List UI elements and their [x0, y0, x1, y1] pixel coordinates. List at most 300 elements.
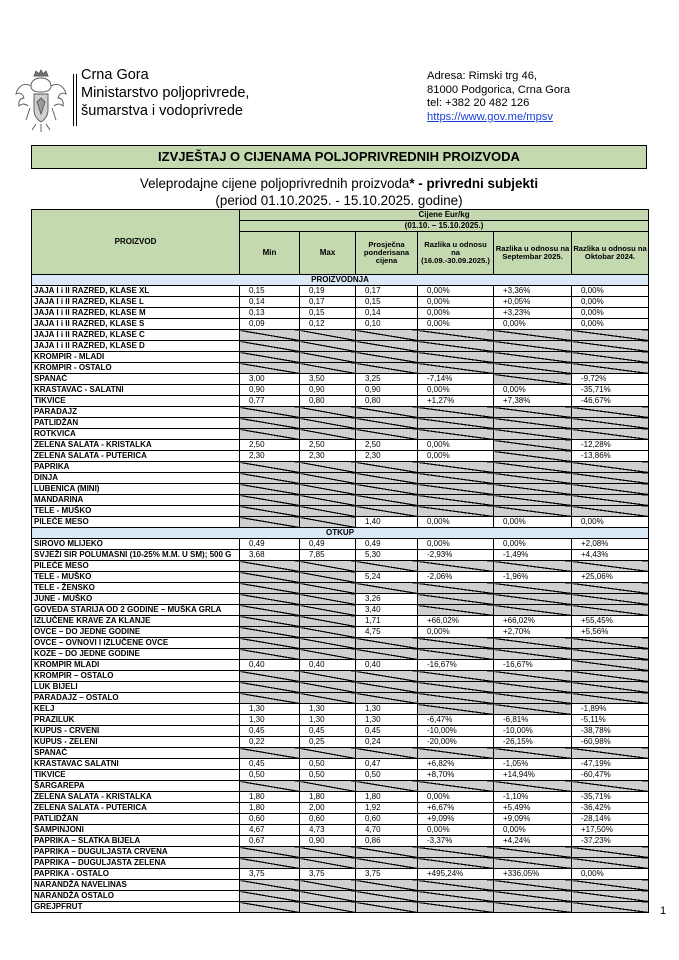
empty-cell: [356, 495, 418, 506]
value-cell: 0,25: [300, 737, 356, 748]
empty-cell: [418, 605, 494, 616]
value-cell: 0,00%: [572, 517, 649, 528]
empty-cell: [572, 594, 649, 605]
product-name: IZLUČENE KRAVE ZA KLANJE: [32, 616, 240, 627]
empty-cell: [356, 407, 418, 418]
product-name: JAJA I i II RAZRED, KLASE C: [32, 330, 240, 341]
product-name: ZELENA SALATA - PUTERICA: [32, 803, 240, 814]
value-cell: 0,14: [240, 297, 300, 308]
column-header: Razlika u odnosu na Oktobar 2024.: [572, 232, 649, 275]
value-cell: +8,70%: [418, 770, 494, 781]
value-cell: 1,40: [356, 517, 418, 528]
value-cell: -2,93%: [418, 550, 494, 561]
empty-cell: [572, 506, 649, 517]
section-title: OTKUP: [32, 528, 649, 539]
product-name: KELJ: [32, 704, 240, 715]
column-header: Razlika u odnosu na (16.09.-30.09.2025.): [418, 232, 494, 275]
empty-cell: [572, 341, 649, 352]
empty-cell: [300, 484, 356, 495]
report-subtitle: [31, 176, 647, 191]
empty-cell: [356, 638, 418, 649]
value-cell: 0,49: [240, 539, 300, 550]
table-row: [32, 759, 649, 770]
empty-cell: [356, 330, 418, 341]
empty-cell: [356, 748, 418, 759]
subtitle-star: * -: [409, 176, 427, 191]
address-line-1: Adresa: Rimski trg 46,: [427, 70, 538, 82]
subtitle-bold: privredni subjekti: [426, 176, 539, 191]
product-name: PAPRIKA – SLATKA BIJELA: [32, 836, 240, 847]
product-name: PATLIDŽAN: [32, 418, 240, 429]
table-row: [32, 308, 649, 319]
table-row: [32, 330, 649, 341]
empty-cell: [300, 429, 356, 440]
value-cell: +66,02%: [418, 616, 494, 627]
empty-cell: [240, 880, 300, 891]
empty-cell: [418, 847, 494, 858]
empty-cell: [300, 341, 356, 352]
price-table: [31, 209, 649, 913]
product-name: PAPRIKA – DUGULJASTA ZELENA: [32, 858, 240, 869]
empty-cell: [300, 605, 356, 616]
empty-cell: [356, 462, 418, 473]
empty-cell: [240, 891, 300, 902]
value-cell: 0,67: [240, 836, 300, 847]
product-name: TELE - ŽENSKO: [32, 583, 240, 594]
empty-cell: [356, 583, 418, 594]
column-header: Prosječna ponderisana cijena: [356, 232, 418, 275]
value-cell: 0,15: [300, 308, 356, 319]
product-name: JAJA I i II RAZRED, KLASE L: [32, 297, 240, 308]
empty-cell: [494, 704, 572, 715]
value-cell: -46,67%: [572, 396, 649, 407]
table-row: [32, 902, 649, 913]
contact-block: [427, 70, 570, 124]
value-cell: +495,24%: [418, 869, 494, 880]
empty-cell: [356, 858, 418, 869]
value-cell: -60,47%: [572, 770, 649, 781]
value-cell: 1,80: [240, 792, 300, 803]
empty-cell: [356, 682, 418, 693]
value-cell: 3,50: [300, 374, 356, 385]
empty-cell: [494, 880, 572, 891]
empty-cell: [494, 506, 572, 517]
table-row: [32, 429, 649, 440]
empty-cell: [300, 462, 356, 473]
empty-cell: [418, 693, 494, 704]
product-column-header: PROIZVOD: [32, 210, 240, 275]
empty-cell: [300, 902, 356, 913]
table-row: [32, 363, 649, 374]
empty-cell: [240, 781, 300, 792]
product-name: SPANAĆ: [32, 748, 240, 759]
empty-cell: [240, 638, 300, 649]
empty-cell: [240, 583, 300, 594]
empty-cell: [418, 649, 494, 660]
empty-cell: [356, 473, 418, 484]
section-title: PROIZVODNJA: [32, 275, 649, 286]
value-cell: 0,13: [240, 308, 300, 319]
empty-cell: [240, 572, 300, 583]
table-row: [32, 440, 649, 451]
product-name: KROMPIR - OSTALO: [32, 363, 240, 374]
value-cell: 2,50: [356, 440, 418, 451]
value-cell: -12,28%: [572, 440, 649, 451]
value-cell: -13,86%: [572, 451, 649, 462]
divider-line: [73, 74, 74, 126]
empty-cell: [300, 572, 356, 583]
product-name: ŠAMPINJONI: [32, 825, 240, 836]
empty-cell: [572, 781, 649, 792]
product-name: SVJEŽI SIR POLUMASNI (10-25% M.M. U SM); 500 G: [32, 550, 240, 561]
empty-cell: [300, 495, 356, 506]
value-cell: 0,00%: [418, 627, 494, 638]
product-name: TIKVICE: [32, 396, 240, 407]
table-row: [32, 704, 649, 715]
value-cell: 0,24: [356, 737, 418, 748]
value-cell: 0,22: [240, 737, 300, 748]
empty-cell: [418, 880, 494, 891]
value-cell: 4,67: [240, 825, 300, 836]
value-cell: +3,36%: [494, 286, 572, 297]
empty-cell: [240, 682, 300, 693]
value-cell: 0,49: [356, 539, 418, 550]
value-cell: 3,75: [300, 869, 356, 880]
empty-cell: [572, 462, 649, 473]
empty-cell: [418, 561, 494, 572]
empty-cell: [418, 638, 494, 649]
value-cell: 1,80: [240, 803, 300, 814]
value-cell: +6,82%: [418, 759, 494, 770]
page-number: 1: [660, 905, 667, 917]
value-cell: +9,09%: [494, 814, 572, 825]
value-cell: -16,67%: [494, 660, 572, 671]
value-cell: 0,00%: [418, 385, 494, 396]
empty-cell: [240, 605, 300, 616]
empty-cell: [572, 407, 649, 418]
value-cell: 0,00%: [494, 319, 572, 330]
empty-cell: [494, 330, 572, 341]
ministry-name: [81, 66, 249, 120]
table-row: [32, 693, 649, 704]
table-row: [32, 418, 649, 429]
subtitle-text: Veleprodajne cijene poljoprivrednih proizvoda: [139, 176, 410, 191]
value-cell: +2,08%: [572, 539, 649, 550]
empty-cell: [240, 594, 300, 605]
empty-cell: [240, 473, 300, 484]
table-row: [32, 858, 649, 869]
value-cell: 0,77: [240, 396, 300, 407]
value-cell: -1,10%: [494, 792, 572, 803]
product-name: PRAZILUK: [32, 715, 240, 726]
column-header: Min: [240, 232, 300, 275]
product-name: NARANDŽA OSTALO: [32, 891, 240, 902]
value-cell: -1,89%: [572, 704, 649, 715]
empty-cell: [572, 858, 649, 869]
value-cell: 0,00%: [572, 297, 649, 308]
empty-cell: [418, 341, 494, 352]
empty-cell: [240, 748, 300, 759]
empty-cell: [572, 847, 649, 858]
value-cell: -26,15%: [494, 737, 572, 748]
value-cell: -47,19%: [572, 759, 649, 770]
value-cell: 0,40: [240, 660, 300, 671]
empty-cell: [418, 671, 494, 682]
empty-cell: [356, 418, 418, 429]
value-cell: 0,60: [356, 814, 418, 825]
value-cell: 0,45: [300, 726, 356, 737]
value-cell: -6,47%: [418, 715, 494, 726]
empty-cell: [356, 891, 418, 902]
empty-cell: [356, 561, 418, 572]
table-row: [32, 605, 649, 616]
empty-cell: [572, 605, 649, 616]
value-cell: +6,67%: [418, 803, 494, 814]
empty-cell: [300, 847, 356, 858]
table-row: [32, 682, 649, 693]
empty-cell: [300, 352, 356, 363]
empty-cell: [240, 484, 300, 495]
table-row: [32, 748, 649, 759]
table-row: [32, 836, 649, 847]
empty-cell: [356, 352, 418, 363]
product-name: KUPUS - ZELENI: [32, 737, 240, 748]
product-name: GREJPFRUT: [32, 902, 240, 913]
value-cell: 0,00%: [418, 308, 494, 319]
empty-cell: [240, 671, 300, 682]
value-cell: 2,50: [240, 440, 300, 451]
value-cell: -16,67%: [418, 660, 494, 671]
empty-cell: [240, 341, 300, 352]
empty-cell: [494, 649, 572, 660]
value-cell: -35,71%: [572, 385, 649, 396]
product-name: ROTKVICA: [32, 429, 240, 440]
address-line-2: 81000 Podgorica, Crna Gora: [427, 83, 571, 96]
empty-cell: [418, 781, 494, 792]
empty-cell: [418, 902, 494, 913]
table-row: [32, 616, 649, 627]
empty-cell: [494, 473, 572, 484]
value-cell: +2,70%: [494, 627, 572, 638]
value-cell: 2,30: [240, 451, 300, 462]
value-cell: +3,23%: [494, 308, 572, 319]
empty-cell: [300, 781, 356, 792]
value-cell: -20,00%: [418, 737, 494, 748]
product-name: SIROVO MLIJEKO: [32, 539, 240, 550]
ministry-line-1: Ministarstvo poljoprivrede,: [81, 85, 250, 101]
empty-cell: [494, 682, 572, 693]
empty-cell: [300, 407, 356, 418]
empty-cell: [572, 660, 649, 671]
value-cell: +0,05%: [494, 297, 572, 308]
table-row: [32, 649, 649, 660]
value-cell: -1,49%: [494, 550, 572, 561]
value-cell: -60,98%: [572, 737, 649, 748]
value-cell: 0,19: [300, 286, 356, 297]
value-cell: +5,49%: [494, 803, 572, 814]
value-cell: -7,14%: [418, 374, 494, 385]
value-cell: -1,05%: [494, 759, 572, 770]
phone-line: tel: +382 20 482 126: [427, 97, 530, 110]
empty-cell: [240, 847, 300, 858]
value-cell: 0,00%: [418, 440, 494, 451]
value-cell: 1,92: [356, 803, 418, 814]
column-header: Razlika u odnosu na Septembar 2025.: [494, 232, 572, 275]
product-name: ZELENA SALATA - KRISTALKA: [32, 440, 240, 451]
table-row: [32, 484, 649, 495]
table-row: [32, 715, 649, 726]
section-header-row: [32, 275, 649, 286]
product-name: TIKVICE: [32, 770, 240, 781]
empty-cell: [300, 682, 356, 693]
value-cell: 3,75: [240, 869, 300, 880]
empty-cell: [494, 363, 572, 374]
value-cell: 0,00%: [418, 792, 494, 803]
value-cell: 5,30: [356, 550, 418, 561]
product-name: NARANDŽA NAVELINAS: [32, 880, 240, 891]
column-header: Max: [300, 232, 356, 275]
value-cell: 0,47: [356, 759, 418, 770]
product-name: ŠARGAREPA: [32, 781, 240, 792]
website-link[interactable]: https://www.gov.me/mpsv: [427, 110, 553, 123]
empty-cell: [494, 352, 572, 363]
value-cell: 0,00%: [572, 319, 649, 330]
value-cell: 1,80: [356, 792, 418, 803]
value-cell: 0,50: [356, 770, 418, 781]
table-row: [32, 495, 649, 506]
value-cell: 0,09: [240, 319, 300, 330]
empty-cell: [240, 649, 300, 660]
table-row: [32, 473, 649, 484]
empty-cell: [418, 704, 494, 715]
product-name: DINJA: [32, 473, 240, 484]
product-name: PAPRIKA - OSTALO: [32, 869, 240, 880]
empty-cell: [300, 671, 356, 682]
value-cell: 2,50: [300, 440, 356, 451]
product-name: KROMPIR – OSTALO: [32, 671, 240, 682]
table-row: [32, 550, 649, 561]
value-cell: 0,00%: [418, 517, 494, 528]
value-cell: 1,30: [300, 715, 356, 726]
table-row: [32, 341, 649, 352]
empty-cell: [418, 594, 494, 605]
empty-cell: [418, 682, 494, 693]
ministry-line-2: šumarstva i vodoprivrede: [81, 103, 243, 119]
empty-cell: [300, 638, 356, 649]
product-name: OVCE – OVNOVI I IZLUČENE OVCE: [32, 638, 240, 649]
empty-cell: [494, 407, 572, 418]
product-name: KUPUS - CRVENI: [32, 726, 240, 737]
product-name: KOZE – DO JEDNE GODINE: [32, 649, 240, 660]
country-name: Crna Gora: [81, 67, 149, 83]
empty-cell: [300, 891, 356, 902]
value-cell: 4,75: [356, 627, 418, 638]
value-cell: -6,81%: [494, 715, 572, 726]
empty-cell: [494, 605, 572, 616]
empty-cell: [240, 352, 300, 363]
product-name: KRASTAVAC - SALATNI: [32, 385, 240, 396]
empty-cell: [300, 649, 356, 660]
value-cell: 0,17: [300, 297, 356, 308]
value-cell: 3,68: [240, 550, 300, 561]
empty-cell: [240, 627, 300, 638]
table-row: [32, 572, 649, 583]
table-row: [32, 891, 649, 902]
empty-cell: [300, 627, 356, 638]
value-cell: 0,00%: [418, 286, 494, 297]
empty-cell: [300, 363, 356, 374]
empty-cell: [300, 858, 356, 869]
product-name: PARADAJZ: [32, 407, 240, 418]
empty-cell: [572, 429, 649, 440]
value-cell: +4,24%: [494, 836, 572, 847]
value-cell: 0,00%: [572, 869, 649, 880]
empty-cell: [418, 352, 494, 363]
product-name: KRASTAVAC SALATNI: [32, 759, 240, 770]
value-cell: +17,50%: [572, 825, 649, 836]
value-cell: +1,27%: [418, 396, 494, 407]
value-cell: 3,00: [240, 374, 300, 385]
product-name: JUNE - MUŠKO: [32, 594, 240, 605]
product-name: ZELENA SALATA - PUTERICA: [32, 451, 240, 462]
prices-header: Cijene Eur/kg: [240, 210, 649, 221]
value-cell: 1,71: [356, 616, 418, 627]
value-cell: 0,45: [356, 726, 418, 737]
table-row: [32, 517, 649, 528]
value-cell: 0,90: [240, 385, 300, 396]
value-cell: +25,06%: [572, 572, 649, 583]
product-name: PILEĆE MESO: [32, 561, 240, 572]
empty-cell: [494, 429, 572, 440]
value-cell: 0,17: [356, 286, 418, 297]
value-cell: 0,60: [240, 814, 300, 825]
product-name: KROMPIR - MLADI: [32, 352, 240, 363]
empty-cell: [418, 429, 494, 440]
table-row: [32, 297, 649, 308]
empty-cell: [494, 902, 572, 913]
table-row: [32, 792, 649, 803]
value-cell: +9,09%: [418, 814, 494, 825]
coat-of-arms-icon: [14, 68, 68, 134]
empty-cell: [300, 880, 356, 891]
empty-cell: [418, 583, 494, 594]
value-cell: 0,12: [300, 319, 356, 330]
table-row: [32, 869, 649, 880]
empty-cell: [240, 693, 300, 704]
value-cell: 7,85: [300, 550, 356, 561]
empty-cell: [418, 418, 494, 429]
empty-cell: [494, 594, 572, 605]
empty-cell: [418, 462, 494, 473]
empty-cell: [300, 693, 356, 704]
value-cell: 1,80: [300, 792, 356, 803]
empty-cell: [494, 495, 572, 506]
empty-cell: [240, 561, 300, 572]
empty-cell: [356, 429, 418, 440]
empty-cell: [494, 440, 572, 451]
value-cell: 0,60: [300, 814, 356, 825]
empty-cell: [572, 880, 649, 891]
value-cell: -3,37%: [418, 836, 494, 847]
value-cell: -35,71%: [572, 792, 649, 803]
value-cell: -5,11%: [572, 715, 649, 726]
table-row: [32, 847, 649, 858]
value-cell: 2,00: [300, 803, 356, 814]
empty-cell: [356, 847, 418, 858]
value-cell: 4,70: [356, 825, 418, 836]
value-cell: 0,90: [356, 385, 418, 396]
table-row: [32, 726, 649, 737]
